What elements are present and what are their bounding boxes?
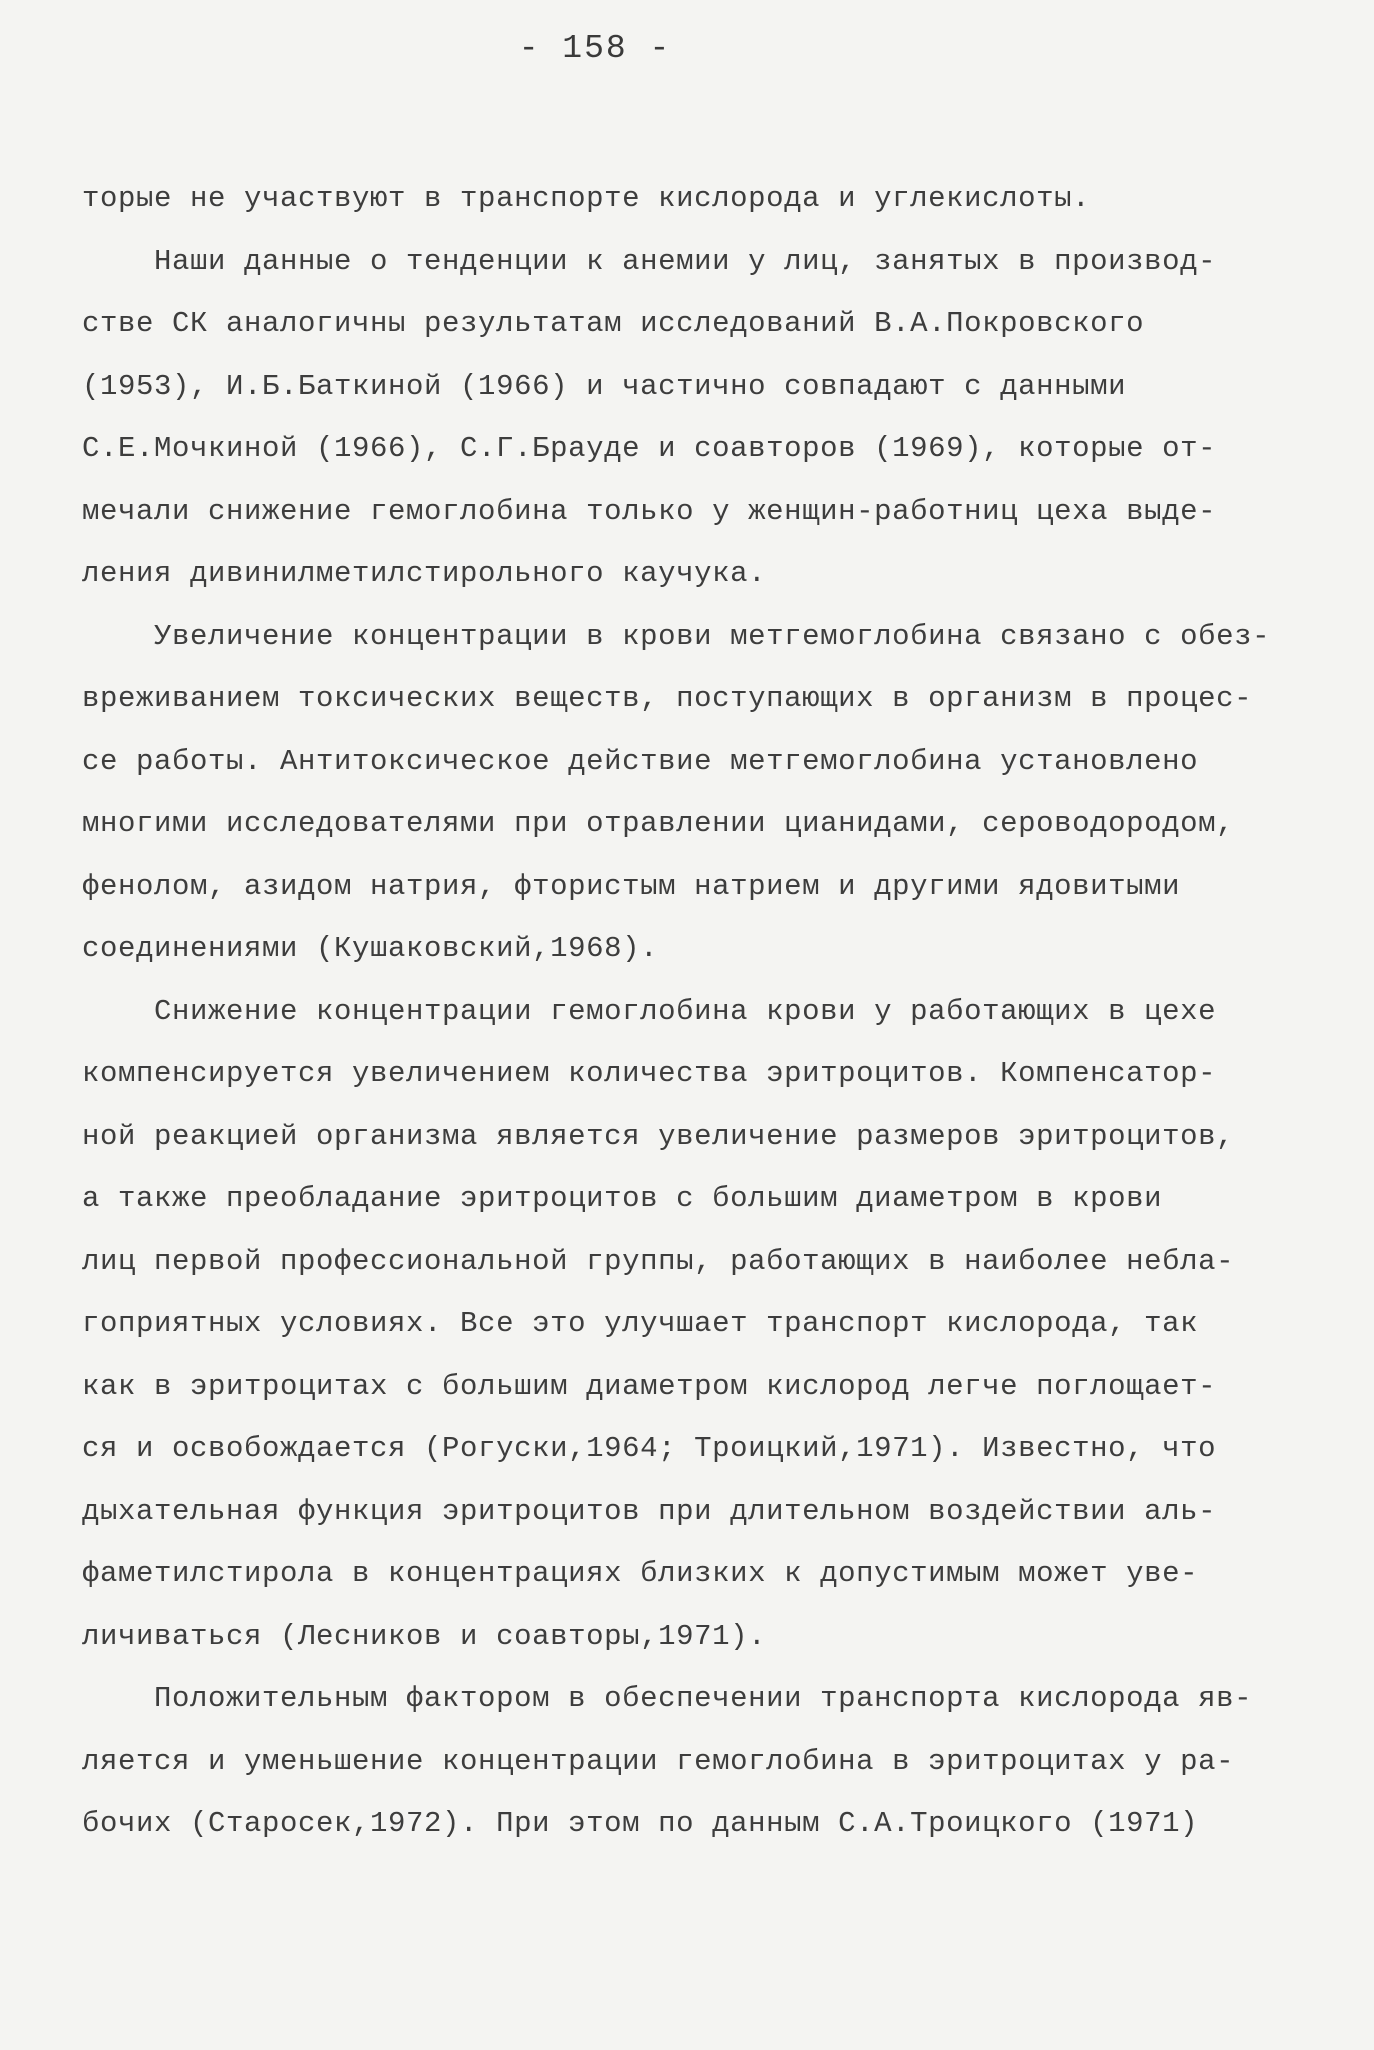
text-line: (1953), И.Б.Баткиной (1966) и частично совпадают с данными <box>82 369 1127 403</box>
text-line: гоприятных условиях. Все это улучшает транспорт кислорода, так <box>82 1307 1199 1340</box>
text-line: фаметилстирола в концентрациях близких к допустимым может уве- <box>82 1557 1199 1590</box>
text-line: соединениями (Кушаковский,1968). <box>82 932 659 965</box>
text-line: личиваться (Лесников и соавторы,1971). <box>82 1619 767 1653</box>
page-number: - 158 - <box>518 30 672 67</box>
text-line: Положительным фактором в обеспечении транспорта кислорода яв- <box>82 1682 1253 1715</box>
text-line: Снижение концентрации гемоглобина крови у работающих в цехе <box>82 994 1217 1028</box>
body-text <box>82 168 1297 1856</box>
text-line: ся и освобождается (Рогуски,1964; Троицкий,1971). Известно, что <box>82 1432 1217 1465</box>
text-line: лиц первой профессиональной группы, работающих в наиболее небла- <box>82 1244 1235 1278</box>
text-line: многими исследователями при отравлении цианидами, сероводородом, <box>82 807 1235 840</box>
text-line: мечали снижение гемоглобина только у женщин-работниц цеха выде- <box>82 494 1217 528</box>
text-line: вреживанием токсических веществ, поступающих в организм в процес- <box>82 682 1253 715</box>
text-line: С.Е.Мочкиной (1966), С.Г.Брауде и соавторов (1969), которые от- <box>82 432 1217 465</box>
text-line: компенсируется увеличением количества эритроцитов. Компенсатор- <box>82 1057 1217 1090</box>
text-line: Увеличение концентрации в крови метгемоглобина связано с обез- <box>82 619 1271 653</box>
text-line: ления дивинилметилстирольного каучука. <box>82 557 767 590</box>
text-line: стве СК аналогичны результатам исследований В.А.Покровского <box>82 307 1145 340</box>
text-line: как в эритроцитах с большим диаметром кислород легче поглощает- <box>82 1369 1217 1403</box>
text-line: ляется и уменьшение концентрации гемоглобина в эритроцитах у ра- <box>82 1744 1235 1778</box>
text-line: дыхательная функция эритроцитов при длительном воздействии аль- <box>82 1494 1217 1528</box>
text-line: а также преобладание эритроцитов с большим диаметром в крови <box>82 1182 1163 1215</box>
text-line: ной реакцией организма является увеличение размеров эритроцитов, <box>82 1119 1235 1153</box>
text-line: Наши данные о тенденции к анемии у лиц, занятых в производ- <box>82 244 1217 278</box>
text-line: торые не участвуют в транспорте кислорода и углекислоты. <box>82 182 1091 215</box>
text-line: фенолом, азидом натрия, фтористым натрием и другими ядовитыми <box>82 869 1181 903</box>
text-line: бочих (Старосек,1972). При этом по данным С.А.Троицкого (1971) <box>82 1807 1199 1840</box>
text-line: се работы. Антитоксическое действие метгемоглобина установлено <box>82 744 1199 778</box>
